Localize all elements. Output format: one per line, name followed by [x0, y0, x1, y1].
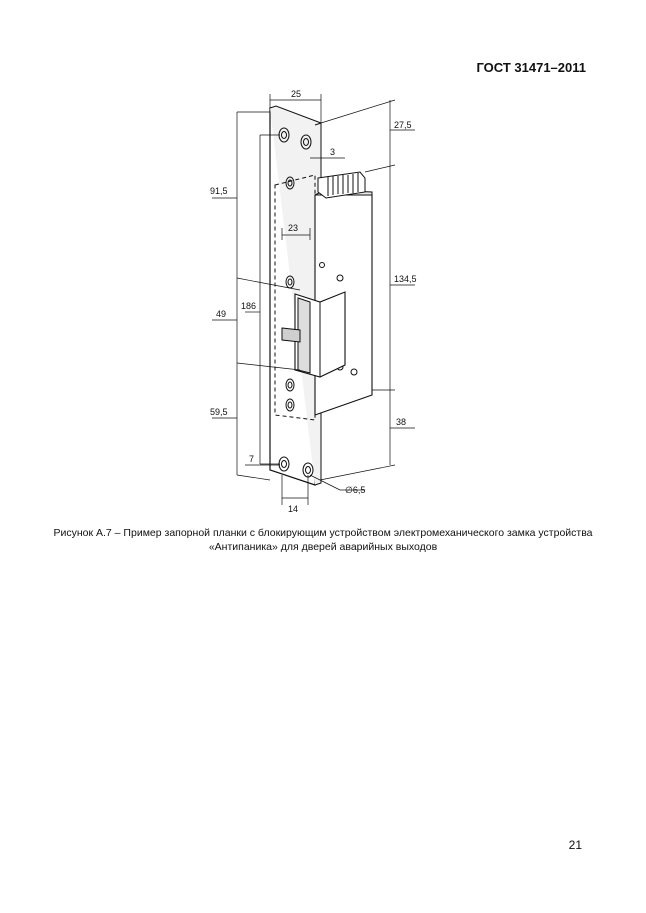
dim-27-5: 27,5 — [394, 120, 412, 130]
dim-91-5: 91,5 — [210, 186, 228, 196]
dim-186: 186 — [241, 301, 257, 311]
dim-49: 49 — [216, 309, 227, 319]
dim-59-5: 59,5 — [210, 407, 228, 417]
dim-7: 7 — [249, 454, 255, 464]
document-standard-header: ГОСТ 31471–2011 — [476, 60, 586, 75]
caption-line-1: Рисунок А.7 – Пример запорной планки с блокирующим устройством электромеханического замка устройства — [53, 527, 593, 539]
dim-diameter-6-5: ∅6,5 — [345, 485, 366, 495]
strike-plate-drawing — [150, 80, 490, 525]
dim-134-5: 134,5 — [394, 274, 417, 284]
figure-caption — [40, 526, 606, 554]
dim-23: 23 — [288, 223, 299, 233]
page-number: 21 — [568, 838, 582, 852]
dim-38: 38 — [396, 417, 407, 427]
dim-3: 3 — [330, 147, 336, 157]
caption-line-2: «Антипаника» для дверей аварийных выходов — [208, 541, 438, 553]
dim-25: 25 — [291, 89, 302, 99]
dim-14: 14 — [288, 504, 299, 514]
